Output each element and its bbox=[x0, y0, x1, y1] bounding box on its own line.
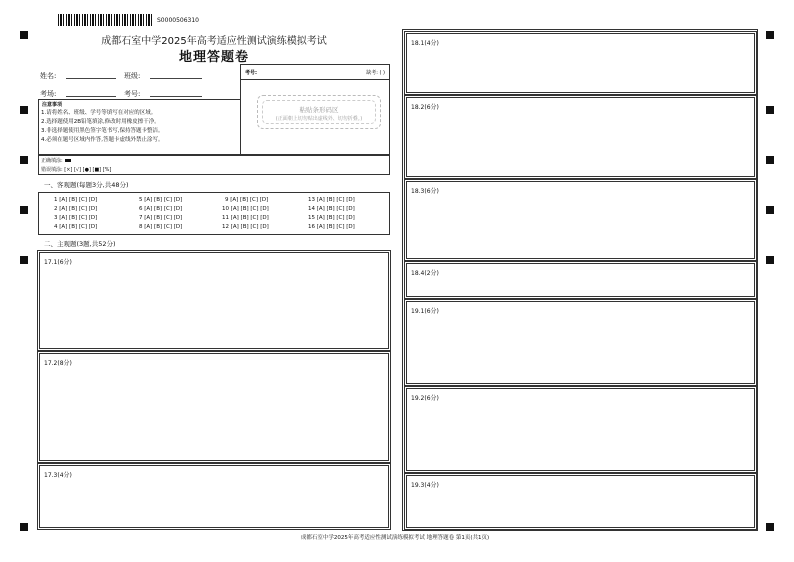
choice-question[interactable]: 9 [A] [B] [C] [D] bbox=[225, 197, 269, 203]
fill-example-box bbox=[38, 155, 390, 175]
notice-title: 注意事项 bbox=[42, 102, 63, 108]
number-label: 考号: bbox=[124, 90, 141, 98]
answer-box-19-3[interactable] bbox=[406, 475, 755, 528]
timing-mark bbox=[766, 256, 774, 264]
choice-grid bbox=[38, 192, 390, 235]
timing-mark bbox=[766, 523, 774, 531]
timing-mark bbox=[20, 256, 28, 264]
notice-item: 3.非选择题使用黑色签字笔书写,保持答题卡整洁。 bbox=[41, 128, 164, 134]
number-field[interactable] bbox=[150, 96, 202, 97]
section1-title: 一、客观题(每题3分,共48分) bbox=[44, 181, 129, 189]
room-field[interactable] bbox=[66, 96, 116, 97]
choice-question[interactable]: 7 [A] [B] [C] [D] bbox=[139, 215, 183, 221]
answer-box-18-4[interactable] bbox=[406, 263, 755, 297]
notice-item: 2.选择题使用2B铅笔填涂,修改时用橡皮擦干净。 bbox=[41, 119, 160, 125]
section2-title: 二、主观题(3题,共52分) bbox=[44, 240, 116, 248]
choice-question[interactable]: 1 [A] [B] [C] [D] bbox=[54, 197, 98, 203]
page-footer: 成都石室中学2025年高考适应性测试演练模拟考试 地理答题卷 第1页(共1页) bbox=[300, 535, 490, 541]
wrong-fill-label: 错误填涂: bbox=[41, 167, 63, 173]
question-label: 17.1(6分) bbox=[44, 259, 72, 266]
barcode-area-title: 粘贴条形码区 bbox=[299, 106, 339, 114]
notice-item: 4.必须在题号区域内作答,答题卡虚线外禁止涂写。 bbox=[41, 137, 164, 143]
choice-question[interactable]: 6 [A] [B] [C] [D] bbox=[139, 206, 183, 212]
barcode-sticker-area bbox=[257, 95, 381, 129]
choice-question[interactable]: 16 [A] [B] [C] [D] bbox=[308, 224, 355, 230]
barcode bbox=[58, 14, 152, 26]
exam-title: 成都石室中学2025年高考适应性测试演练模拟考试 bbox=[101, 36, 327, 47]
question-label: 18.4(2分) bbox=[411, 270, 439, 277]
timing-mark bbox=[766, 156, 774, 164]
question-label: 19.1(6分) bbox=[411, 308, 439, 315]
question-label: 18.1(4分) bbox=[411, 40, 439, 47]
timing-mark bbox=[20, 31, 28, 39]
notice-box bbox=[38, 99, 241, 155]
timing-mark bbox=[766, 106, 774, 114]
choice-question[interactable]: 8 [A] [B] [C] [D] bbox=[139, 224, 183, 230]
answer-box-17-1[interactable] bbox=[39, 252, 389, 349]
exam-number-divider bbox=[241, 79, 389, 80]
room-label: 考场: bbox=[40, 90, 57, 98]
choice-question[interactable]: 15 [A] [B] [C] [D] bbox=[308, 215, 355, 221]
choice-question[interactable]: 13 [A] [B] [C] [D] bbox=[308, 197, 355, 203]
missing-exam-label[interactable]: 缺考: ( ) bbox=[366, 70, 385, 76]
answer-box-17-3[interactable] bbox=[39, 465, 389, 528]
timing-mark bbox=[20, 106, 28, 114]
name-field[interactable] bbox=[66, 78, 116, 79]
choice-question[interactable]: 3 [A] [B] [C] [D] bbox=[54, 215, 98, 221]
question-label: 19.3(4分) bbox=[411, 482, 439, 489]
answer-box-18-3[interactable] bbox=[406, 181, 755, 259]
notice-item: 1.请将姓名、班级、学号等填写在对应的区域。 bbox=[41, 110, 157, 116]
answer-box-19-1[interactable] bbox=[406, 301, 755, 384]
answer-box-17-2[interactable] bbox=[39, 353, 389, 461]
choice-question[interactable]: 11 [A] [B] [C] [D] bbox=[222, 215, 269, 221]
choice-question[interactable]: 4 [A] [B] [C] [D] bbox=[54, 224, 98, 230]
choice-question[interactable]: 10 [A] [B] [C] [D] bbox=[222, 206, 269, 212]
timing-mark bbox=[20, 206, 28, 214]
question-label: 18.3(6分) bbox=[411, 188, 439, 195]
timing-mark bbox=[20, 523, 28, 531]
question-label: 17.2(8分) bbox=[44, 360, 72, 367]
choice-question[interactable]: 12 [A] [B] [C] [D] bbox=[222, 224, 269, 230]
wrong-fill-row bbox=[41, 166, 111, 173]
question-label: 19.2(6分) bbox=[411, 395, 439, 402]
answer-box-18-1[interactable] bbox=[406, 33, 755, 93]
wrong-fill-marks: [×] [√] [●] [■] [%] bbox=[64, 167, 112, 173]
choice-question[interactable]: 14 [A] [B] [C] [D] bbox=[308, 206, 355, 212]
sheet-title: 地理答题卷 bbox=[178, 50, 249, 65]
answer-box-18-2[interactable] bbox=[406, 97, 755, 177]
timing-mark bbox=[20, 156, 28, 164]
question-label: 17.3(4分) bbox=[44, 472, 72, 479]
choice-question[interactable]: 2 [A] [B] [C] [D] bbox=[54, 206, 98, 212]
name-label: 姓名: bbox=[40, 72, 57, 80]
choice-question[interactable]: 5 [A] [B] [C] [D] bbox=[139, 197, 183, 203]
correct-fill-mark bbox=[65, 159, 71, 162]
class-field[interactable] bbox=[150, 78, 202, 79]
correct-fill-row bbox=[41, 157, 71, 164]
class-label: 班级: bbox=[124, 72, 141, 80]
timing-mark bbox=[766, 206, 774, 214]
correct-fill-label: 正确填涂: bbox=[41, 158, 63, 164]
barcode-area-note: (正面朝上切勿贴出虚线外、切勿折叠。) bbox=[275, 116, 363, 122]
answer-box-19-2[interactable] bbox=[406, 388, 755, 471]
question-label: 18.2(6分) bbox=[411, 104, 439, 111]
sheet-code: S0000506310 bbox=[157, 17, 199, 24]
exam-number-label: 考号: bbox=[245, 70, 257, 76]
timing-mark bbox=[766, 31, 774, 39]
